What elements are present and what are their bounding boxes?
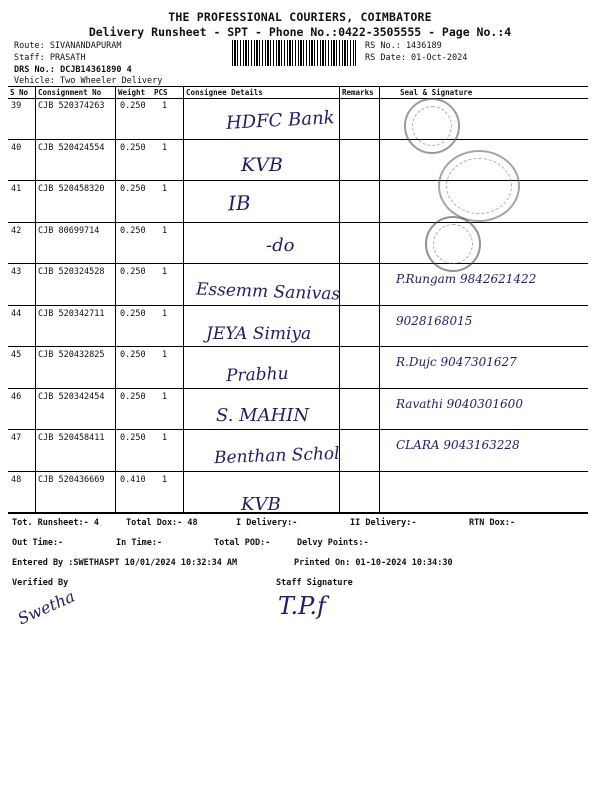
printed-on: Printed On: 01-10-2024 10:34:30 xyxy=(294,558,453,568)
row-consignment-no: CJB 80699714 xyxy=(38,225,100,236)
company-title: THE PROFESSIONAL COURIERS, COIMBATORE xyxy=(168,10,432,24)
total-dox: Total Dox:- 48 xyxy=(126,518,198,528)
row-sno: 42 xyxy=(11,225,22,236)
col-weight: Weight xyxy=(118,88,146,97)
kvb-seal-icon xyxy=(438,150,520,222)
delvy-points: Delvy Points:- xyxy=(297,538,369,548)
row-consignment-no: CJB 520432825 xyxy=(38,350,105,360)
rs-number: RS No.: 1436189 xyxy=(365,41,442,51)
ii-delivery: II Delivery:- xyxy=(350,518,417,528)
row-pcs: 1 xyxy=(162,391,168,402)
row-pcs: 1 xyxy=(162,142,168,153)
handwritten-consignee: -do xyxy=(266,234,295,256)
grid-line xyxy=(35,87,36,98)
row-consignment-no: CJB 520342454 xyxy=(38,391,105,402)
verified-by-label: Verified By xyxy=(12,578,69,588)
in-time: In Time:- xyxy=(116,538,163,548)
row-sno: 40 xyxy=(11,142,22,153)
row-weight: 0.250 xyxy=(120,225,146,236)
total-pod: Total POD:- xyxy=(214,538,271,548)
row-weight: 0.250 xyxy=(120,267,146,277)
row-sno: 44 xyxy=(11,308,22,319)
table-row xyxy=(8,347,588,389)
row-sno: 47 xyxy=(11,433,22,443)
col-remarks: Remarks xyxy=(342,88,374,97)
row-sno: 39 xyxy=(11,101,22,111)
entered-by: Entered By :SWETHASPT 10/01/2024 10:32:34 AM xyxy=(12,558,238,568)
col-consignment: Consignment No xyxy=(38,88,102,97)
table-row xyxy=(8,98,588,140)
handwritten-consignee: Essemm Sanivas xyxy=(195,279,341,305)
drs-label: DRS No.: xyxy=(14,65,55,75)
drs-number xyxy=(14,65,132,75)
table-row xyxy=(8,472,588,514)
row-pcs: 1 xyxy=(162,308,168,319)
col-sno: S No xyxy=(10,88,29,97)
row-weight: 0.250 xyxy=(120,391,146,402)
row-consignment-no: CJB 520374263 xyxy=(38,101,105,111)
handwritten-consignee: S. MAHIN xyxy=(216,404,310,426)
handwritten-consignee: IB xyxy=(227,190,252,216)
drs-value: DCJB14361890 4 xyxy=(60,65,132,75)
row-sno: 41 xyxy=(11,184,22,194)
row-weight: 0.250 xyxy=(120,308,146,319)
row-consignment-no: CJB 520342711 xyxy=(38,308,105,319)
table-row xyxy=(8,223,588,265)
staff-label: Staff: PRASATH xyxy=(14,53,86,63)
handwritten-consignee: Prabhu xyxy=(225,363,289,387)
runsheet-subtitle: Delivery Runsheet - SPT - Phone No.:0422-3505555 - Page No.:4 xyxy=(88,25,512,39)
verifier-signature: Swetha xyxy=(14,586,78,629)
route-label: Route: SIVANANDAPURAM xyxy=(14,41,122,51)
col-pcs: PCS xyxy=(154,88,168,97)
row-weight: 0.250 xyxy=(120,433,146,443)
i-delivery: I Delivery:- xyxy=(236,518,298,528)
indian-bank-seal-icon xyxy=(425,216,481,272)
handwritten-signature: 9028168015 xyxy=(396,313,473,328)
row-pcs: 1 xyxy=(162,350,168,360)
row-weight: 0.410 xyxy=(120,474,146,485)
handwritten-consignee: Benthan Schol xyxy=(213,443,340,469)
barcode-image xyxy=(232,40,356,66)
handwritten-signature: Ravathi 9040301600 xyxy=(396,396,523,411)
handwritten-consignee: JEYA Simiya xyxy=(206,323,312,344)
handwritten-consignee: HDFC Bank xyxy=(225,107,336,134)
handwritten-consignee: KVB xyxy=(241,153,283,176)
row-pcs: 1 xyxy=(162,267,168,277)
row-weight: 0.250 xyxy=(120,184,146,194)
table-row xyxy=(8,264,588,306)
row-weight: 0.250 xyxy=(120,101,146,111)
row-sno: 46 xyxy=(11,391,22,402)
row-sno: 48 xyxy=(11,474,22,485)
rs-date: RS Date: 01-Oct-2024 xyxy=(365,53,468,63)
row-weight: 0.250 xyxy=(120,142,146,153)
staff-signature: T.P.f xyxy=(278,592,326,620)
rtn-dox: RTN Dox:- xyxy=(469,518,516,528)
row-consignment-no: CJB 520458320 xyxy=(38,184,105,194)
row-pcs: 1 xyxy=(162,433,168,443)
row-pcs: 1 xyxy=(162,184,168,194)
row-consignment-no: CJB 520458411 xyxy=(38,433,105,443)
row-weight: 0.250 xyxy=(120,350,146,360)
handwritten-signature: CLARA 9043163228 xyxy=(396,438,520,452)
delivery-table xyxy=(8,86,588,514)
handwritten-consignee: KVB xyxy=(241,493,281,515)
table-row xyxy=(8,389,588,431)
col-seal-signature: Seal & Signature xyxy=(400,88,473,97)
tot-runsheet: Tot. Runsheet:- 4 xyxy=(12,518,99,528)
row-consignment-no: CJB 520324528 xyxy=(38,267,105,277)
row-pcs: 1 xyxy=(162,225,168,236)
out-time: Out Time:- xyxy=(12,538,64,548)
handwritten-signature: R.Dujc 9047301627 xyxy=(396,355,517,369)
row-pcs: 1 xyxy=(162,101,168,111)
row-sno: 43 xyxy=(11,267,22,277)
hdfc-seal-icon xyxy=(404,98,460,154)
row-consignment-no: CJB 520424554 xyxy=(38,142,105,153)
handwritten-signature: P.Rungam 9842621422 xyxy=(396,272,537,286)
row-sno: 45 xyxy=(11,350,22,360)
row-pcs: 1 xyxy=(162,474,168,485)
table-row xyxy=(8,306,588,348)
table-row xyxy=(8,430,588,472)
staff-signature-label: Staff Signature xyxy=(276,578,353,588)
col-consignee: Consignee Details xyxy=(186,88,263,97)
row-consignment-no: CJB 520436669 xyxy=(38,474,105,485)
vehicle-label: Vehicle: Two Wheeler Delivery xyxy=(14,76,163,86)
